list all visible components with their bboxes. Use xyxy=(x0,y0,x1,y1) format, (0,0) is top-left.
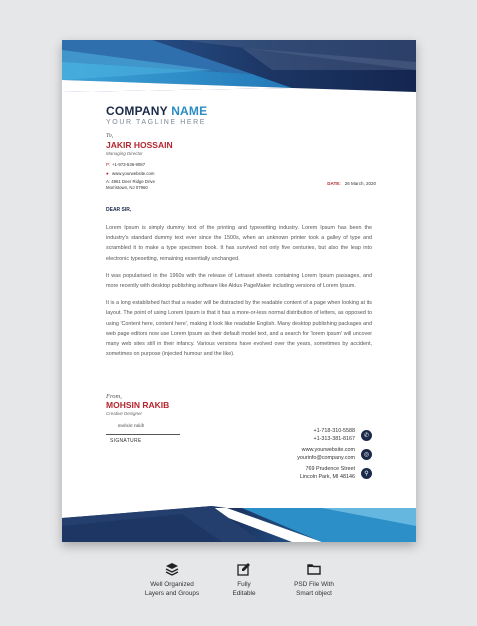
paragraph: Lorem Ipsum is simply dummy text of the printing and typesetting industry. Lorem Ipsum has been the industry's standard dummy text ever since the 1500s, when an unknown printer took a galley of type and scrambled it to make a type specimen book. It has survived not only five centuries, but also the leap into electronic typesetting, remaining essentially unchanged. xyxy=(106,225,372,262)
feature-psd: PSD File With Smart object xyxy=(278,562,350,598)
paragraph: It is a long established fact that a reader will be distracted by the readable content of a page when looking at its layout. The point of using Lorem Ipsum is that it has a more-or-less normal distribution of letters, as opposed to using 'Content here, content here', making it look like readable English. Many desktop publishing packages and web page editors now use Lorem Ipsum as their default model text, and a search for 'lorem ipsum' will uncover many web sites still in their infancy. Various versions have evolved over the years, sometimes by accident, sometimes on purpose (injected humour and the like). xyxy=(106,300,372,358)
letter-date: DATE: 26 March, 2020 xyxy=(327,181,376,186)
contact-phone: +1-718-310-5588 +1-313-381-8167 ✆ xyxy=(297,427,372,443)
phone-icon: P: xyxy=(106,162,111,167)
sender-role: Creative Designer xyxy=(106,411,143,416)
recipient-block xyxy=(106,133,173,191)
contact-block xyxy=(297,427,372,484)
globe-icon: ● xyxy=(106,171,109,176)
recipient-role: Managing Director xyxy=(106,151,143,156)
letterhead-sheet xyxy=(62,40,416,542)
feature-editable: Fully Editable xyxy=(214,562,274,598)
company-tagline: YOUR TAGLINE HERE xyxy=(106,119,207,126)
feature-layers: Well Organized Layers and Groups xyxy=(132,562,212,598)
contact-address: 769 Prudence Street Lincoln Park, MI 48146 ⚲ xyxy=(297,465,372,481)
contact-web: www.yourwebsite.com yourinfo@company.com ◎ xyxy=(297,446,372,462)
signature-script: mohsin rakib xyxy=(118,424,145,429)
sender-block xyxy=(106,393,169,416)
paragraph: It was popularised in the 1960s with the release of Letraset sheets containing Lorem Ipsum passages, and more recently with desktop publishing software like Aldus PageMaker including versions of Lorem Ipsum. xyxy=(106,272,372,290)
edit-icon xyxy=(237,562,251,576)
company-logo xyxy=(106,104,207,126)
letter-body xyxy=(106,223,372,366)
location-pin-icon: ⚲ xyxy=(361,468,372,479)
company-name: COMPANY NAME xyxy=(106,104,208,118)
layers-icon xyxy=(165,562,179,576)
signature-label: SIGNATURE xyxy=(110,438,142,444)
footer-decoration xyxy=(62,506,416,542)
recipient-phone: P: +1-973-536-9087 xyxy=(106,162,146,167)
recipient-address: A: 4961 Deer Ridge Drive Morristown, NJ 07960 xyxy=(106,179,155,190)
globe-icon: ◎ xyxy=(361,449,372,460)
salutation: DEAR SIR, xyxy=(106,207,132,213)
sender-name: MOHSIN RAKIB xyxy=(106,400,170,410)
recipient-name: JAKIR HOSSAIN xyxy=(106,140,173,150)
to-label: To, xyxy=(106,133,114,139)
recipient-website: ● www.yourwebsite.com xyxy=(106,171,155,176)
from-label: From, xyxy=(106,393,122,400)
phone-icon: ✆ xyxy=(361,430,372,441)
folder-icon xyxy=(307,562,321,576)
header-decoration xyxy=(62,40,416,92)
signature-block xyxy=(106,424,180,444)
signature-line xyxy=(106,434,180,435)
